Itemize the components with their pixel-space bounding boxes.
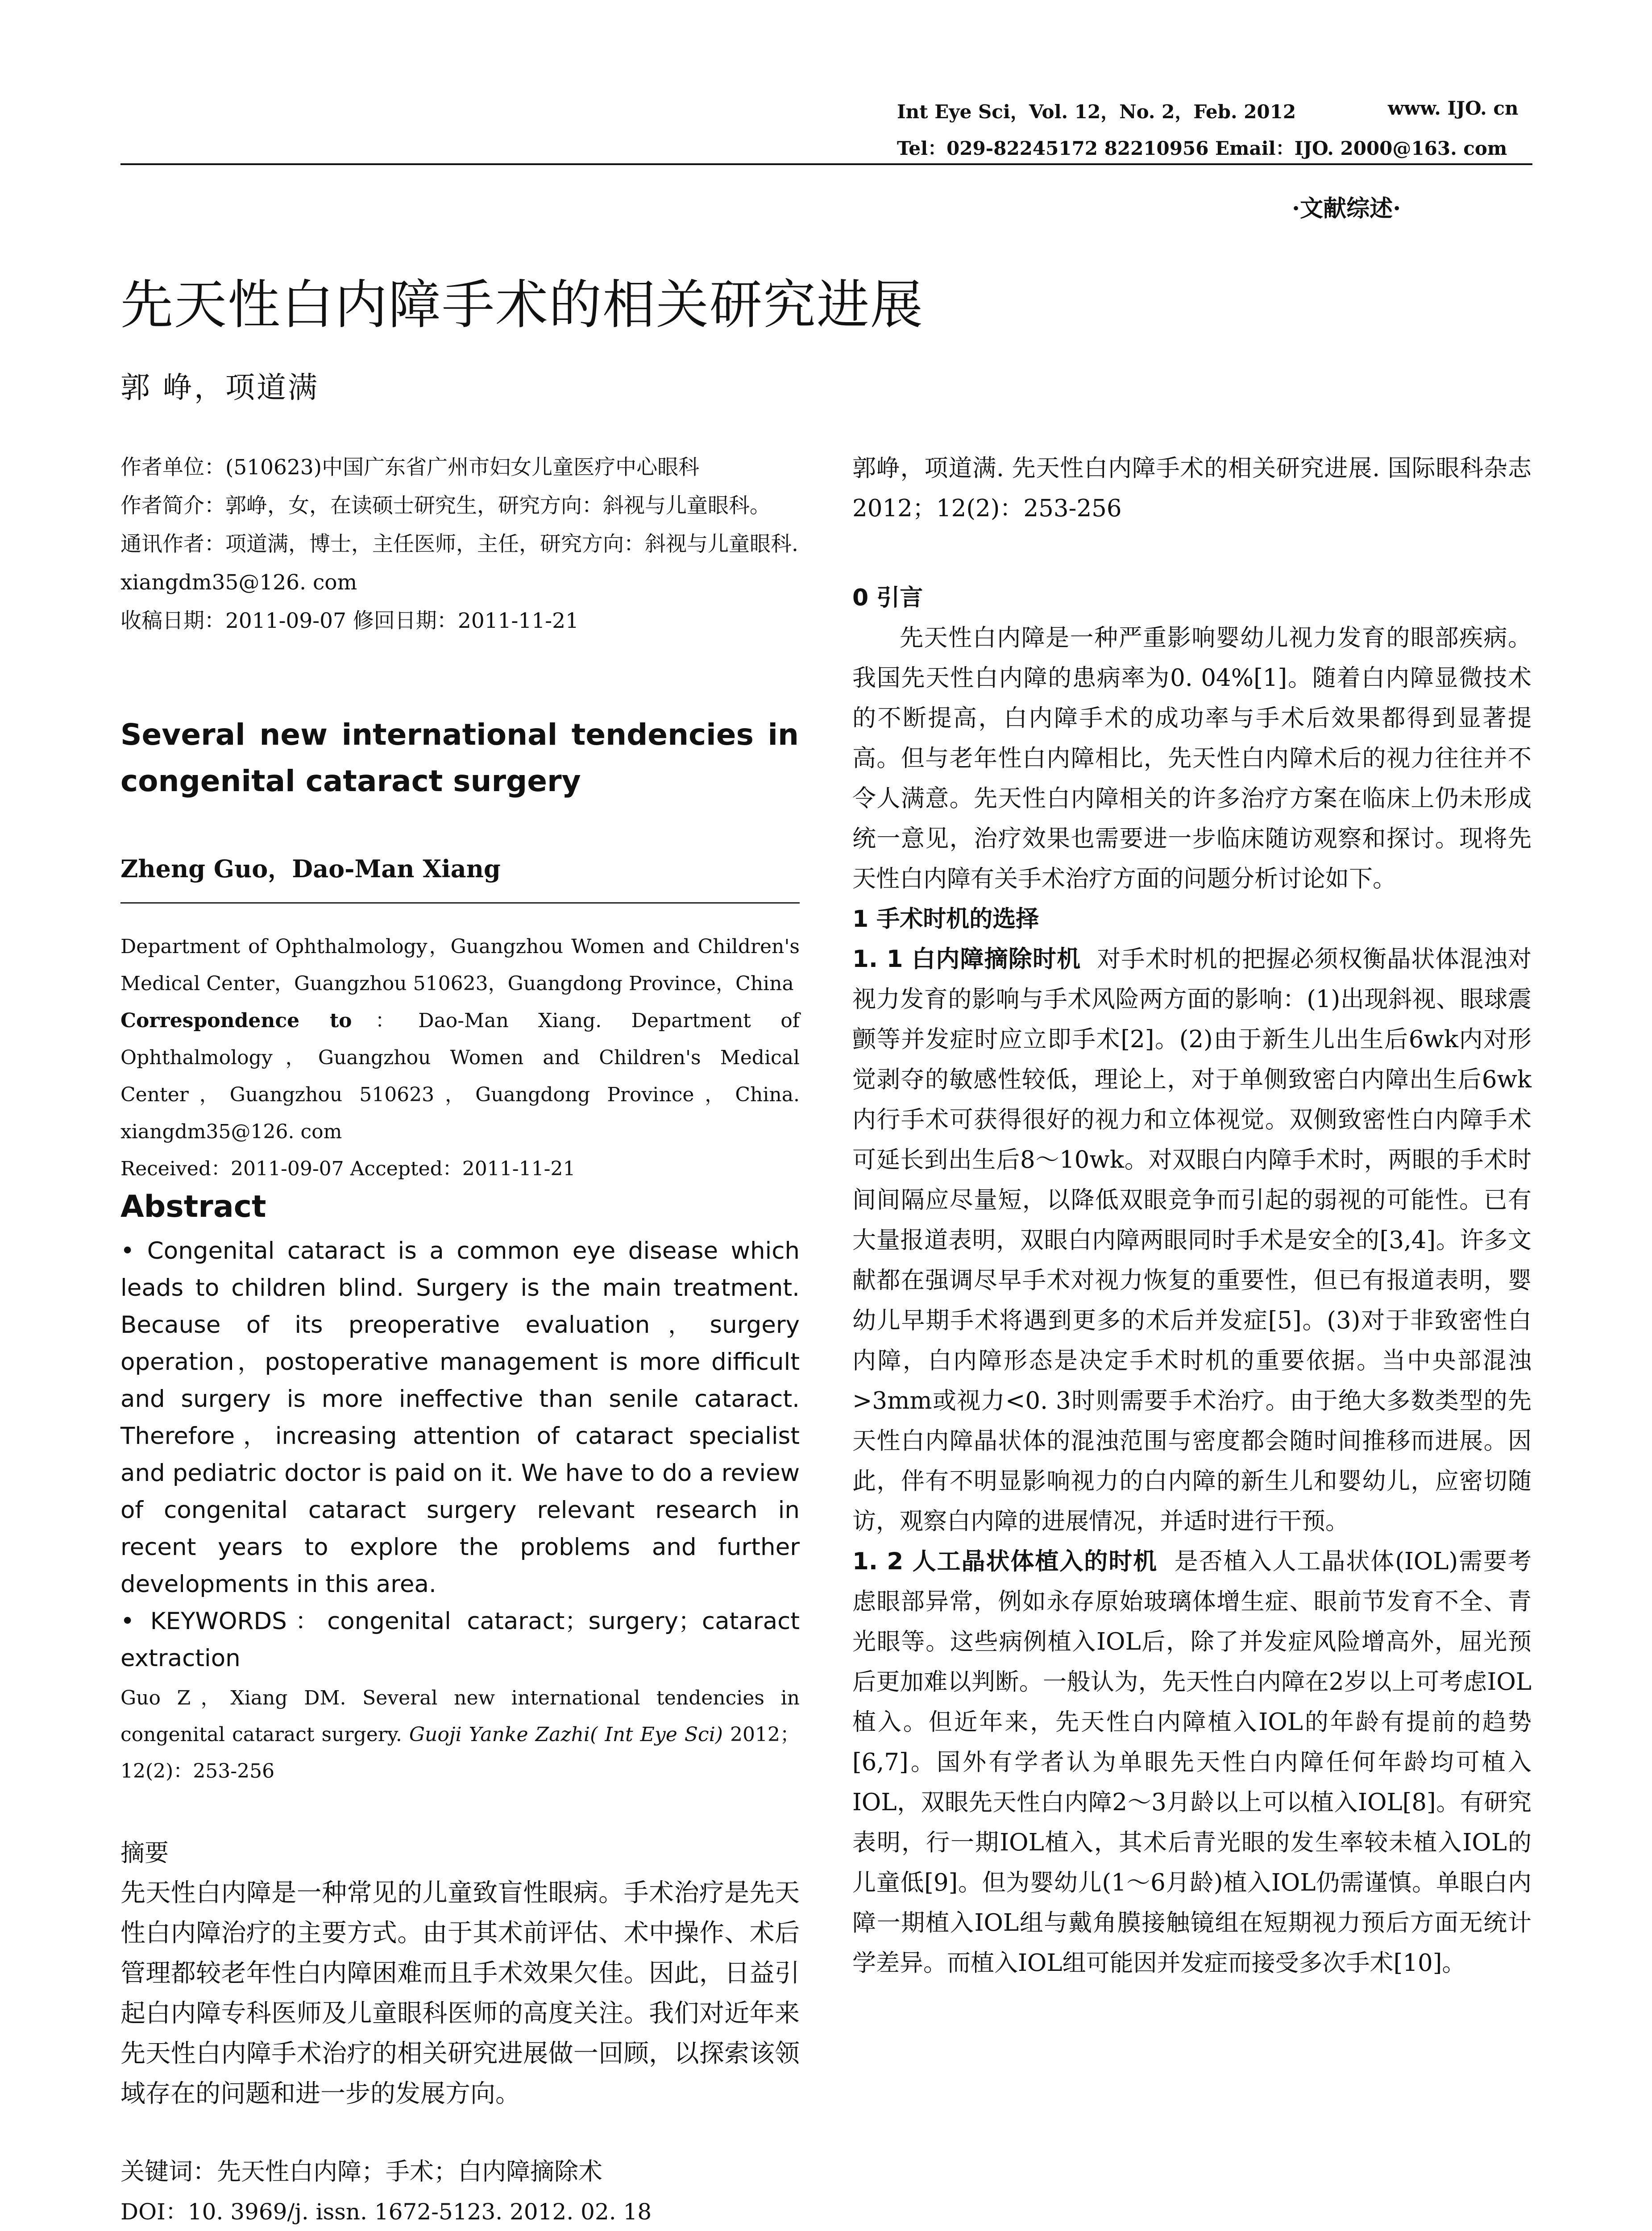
correspondence-label: Correspondence to: [120, 1009, 352, 1032]
abstract-body: • Congenital cataract is a common eye disease which leads to children blind. Surgery is the main treatment. Because of its preoperative evaluation，surgery operation，postoperative management is more difficult and surgery is more ineffective than senile cataract. Therefore，increasing attention of cataract specialist and pediatric doctor is paid on it. We have to do a review of congenital cataract surgery relevant research in recent years to explore the problems and further developments in this area.: [120, 1237, 800, 1598]
abstract: [120, 1232, 800, 1677]
affiliation: 作者单位：(510623)中国广东省广州市妇女儿童医疗中心眼科: [120, 455, 700, 480]
summary-heading: 摘要: [120, 1839, 169, 1867]
authors-zh: 郭 峥，项道满: [120, 370, 319, 405]
section11-heading: 1. 1 白内障摘除时机: [852, 945, 1081, 973]
header-rule: [120, 163, 1532, 165]
right-column: [852, 448, 1532, 1983]
correspondence: [120, 1002, 800, 1150]
journal-website: www. IJO. cn: [1388, 97, 1519, 119]
summary-body: 先天性白内障是一种常见的儿童致盲性眼病。手术治疗是先天性白内障治疗的主要方式。由于其术前评估、术中操作、术后管理都较老年性白内障困难而且手术效果欠佳。因此，日益引起白内障专科医师及儿童眼科医师的高度关注。我们对近年来先天性白内障手术治疗的相关研究进展做一回顾，以探索该领域存在的问题和进一步的发展方向。: [120, 1879, 800, 2108]
author-bio: 作者简介：郭峥，女，在读硕士研究生，研究方向：斜视与儿童眼科。: [120, 493, 771, 518]
abstract-heading: Abstract: [120, 1189, 266, 1224]
keywords-zh: 关键词：先天性白内障；手术；白内障摘除术: [120, 2157, 602, 2185]
page-title: 先天性白内障手术的相关研究进展: [120, 274, 924, 336]
summary-zh: [120, 1873, 800, 2114]
english-authors: Zheng Guo，Dao-Man Xiang: [120, 854, 501, 883]
corresponding-author: 通讯作者：项道满，博士，主任医师，主任，研究方向：斜视与儿童眼科. xiangdm35@126. com: [120, 532, 798, 595]
section12-text: 是否植入人工晶状体(IOL)需要考虑眼部异常，例如永存原始玻璃体增生症、眼前节发育不全、青光眼等。这些病例植入IOL后，除了并发症风险增高外，屈光预后更加难以判断。一般认为，先天性白内障在2岁以上可考虑IOL植入。但近年来，先天性白内障植入IOL的年龄有提前的趋势[6,7]。国外有学者认为单眼先天性白内障任何年龄均可植入IOL，双眼先天性白内障2～3月龄以上可以植入IOL[8]。有研究表明，行一期IOL植入，其术后青光眼的发生率较未植入IOL的儿童低[9]。但为婴幼儿(1～6月龄)植入IOL仍需谨慎。单眼白内障一期植入IOL组与戴角膜接触镜组在短期视力预后方面无统计学差异。而植入IOL组可能因并发症而接受多次手术[10]。: [852, 1548, 1532, 1977]
english-title: Several new international tendencies in congenital cataract surgery: [120, 717, 799, 798]
correspondence-text: ：Dao-Man Xiang. Department of Ophthalmology，Guangzhou Women and Children's Medical Center，Guangzhou 510623，Guangdong Province，China. xiangdm35@126. com: [120, 1009, 800, 1143]
section12-heading: 1. 2 人工晶状体植入的时机: [852, 1548, 1158, 1575]
author-rule: [120, 902, 800, 904]
received-accepted: Received：2011-09-07 Accepted：2011-11-21: [120, 1157, 576, 1180]
doi: DOI：10. 3969/j. issn. 1672-5123. 2012. 02. 18: [120, 2199, 652, 2225]
section11-text: 对手术时机的把握必须权衡晶状体混浊对视力发育的影响与手术风险两方面的影响：(1)出现斜视、眼球震颤等并发症时应立即手术[2]。(2)由于新生儿出生后6wk内对形觉剥夺的敏感性较低，理论上，对于单侧致密白内障出生后6wk内行手术可获得很好的视力和立体视觉。双侧致密性白内障手术可延长到出生后8～10wk。对双眼白内障手术时，两眼的手术时间间隔应尽量短，以降低双眼竞争而引起的弱视的可能性。已有大量报道表明，双眼白内障两眼同时手术是安全的[3,4]。许多文献都在强调尽早手术对视力恢复的重要性，但已有报道表明，婴幼儿早期手术将遇到更多的术后并发症[5]。(3)对于非致密性白内障，白内障形态是决定手术时机的重要依据。当中央部混浊>3mm或视力<0. 3时则需要手术治疗。由于绝大多数类型的先天性白内障晶状体的混浊范围与密度都会随时间推移而进展。因此，伴有不明显影响视力的白内障的新生儿和婴幼儿，应密切随访，观察白内障的进展情况，并适时进行干预。: [852, 945, 1532, 1535]
citation-text: Guo Z，Xiang DM. Several new international tendencies in congenital cataract surgery.: [120, 1687, 800, 1746]
dates: 收稿日期：2011-09-07 修回日期：2011-11-21: [120, 609, 579, 633]
intro-paragraph: 先天性白内障是一种严重影响婴幼儿视力发育的眼部疾病。我国先天性白内障的患病率为0. 04%[1]。随着白内障显微技术的不断提高，白内障手术的成功率与手术后效果都得到显著提高。但与老年性白内障相比，先天性白内障术后的视力往往并不令人满意。先天性白内障相关的许多治疗方案在临床上仍未形成统一意见，治疗效果也需要进一步临床随访观察和探讨。现将先天性白内障有关手术治疗方面的问题分析讨论如下。: [852, 624, 1532, 892]
section-label: ·文献综述·: [1292, 195, 1401, 222]
intro-heading: 0 引言: [852, 585, 923, 611]
section1-heading: 1 手术时机的选择: [852, 906, 1039, 933]
english-department: [120, 928, 800, 1187]
journal-line: Int Eye Sci，Vol. 12，No. 2，Feb. 2012: [897, 101, 1296, 123]
citation-rest: 2012；12(2)：253-256: [120, 1723, 800, 1783]
citation-zh: 郭峥，项道满. 先天性白内障手术的相关研究进展. 国际眼科杂志 2012；12(2)：253-256: [852, 455, 1532, 522]
department-text: Department of Ophthalmology，Guangzhou Women and Children's Medical Center，Guangzhou 510623，Guangdong Province，China: [120, 935, 800, 995]
abstract-keywords: • KEYWORDS：congenital cataract；surgery；cataract extraction: [120, 1608, 800, 1672]
citation-en: [120, 1680, 800, 1790]
citation-journal: Guoji Yanke Zazhi( Int Eye Sci): [409, 1723, 723, 1746]
contact-line: Tel：029-82245172 82210956 Email：IJO. 2000@163. com: [897, 137, 1507, 159]
author-info: [120, 448, 800, 640]
